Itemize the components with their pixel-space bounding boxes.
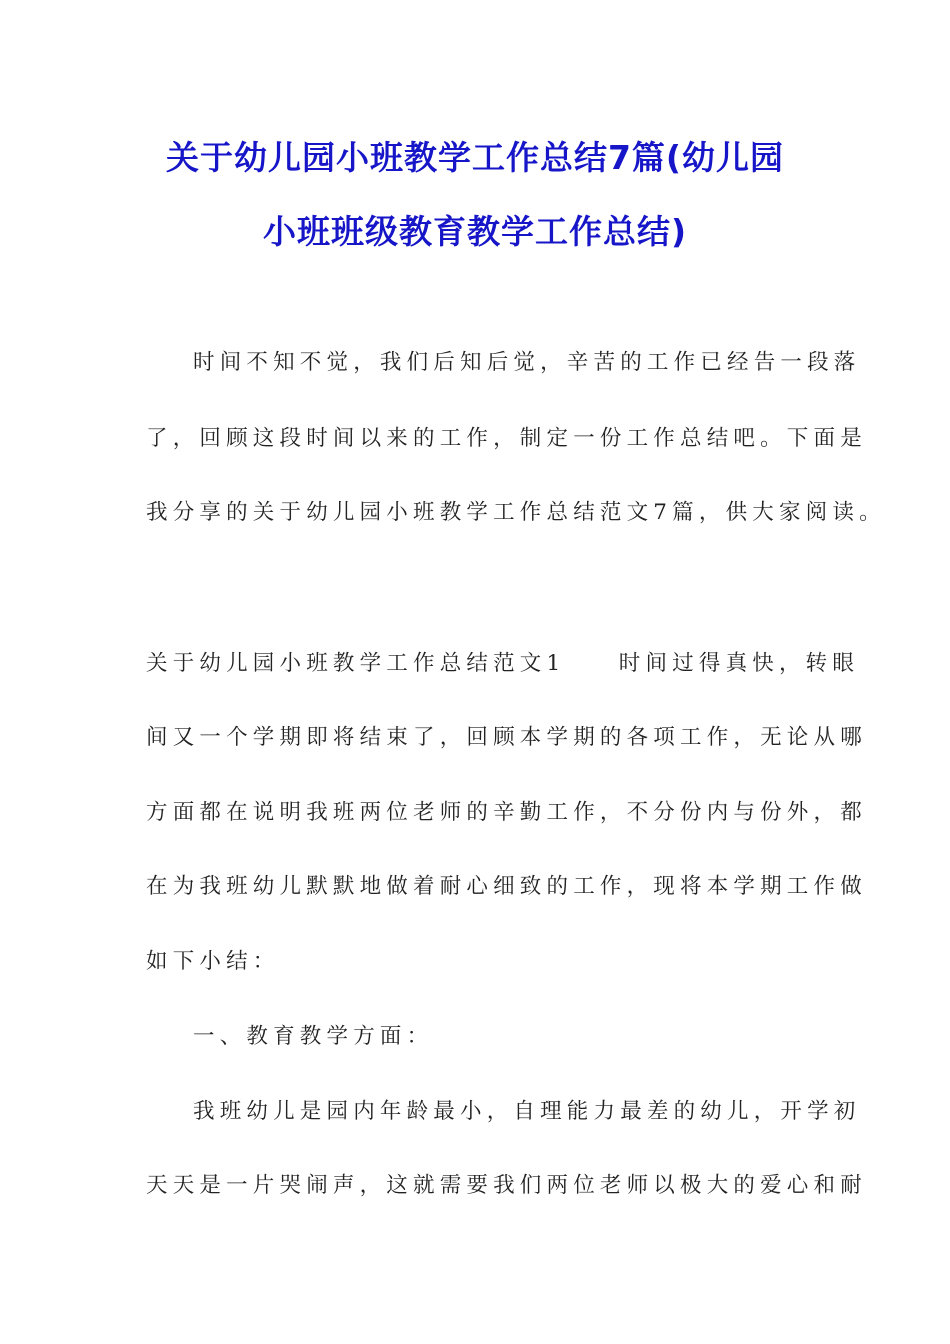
para2-line-2: 天天是一片哭闹声，这就需要我们两位老师以极大的爱心和耐 xyxy=(146,1173,867,1198)
intro-line-1: 时间不知不觉，我们后知后觉，辛苦的工作已经告一段落 xyxy=(193,350,861,375)
document-title-line-1: 关于幼儿园小班教学工作总结7篇(幼儿园 xyxy=(165,138,785,177)
section1-line-1: 关于幼儿园小班教学工作总结范文1 时间过得真快，转眼 xyxy=(146,651,860,676)
document-title-line-2: 小班班级教育教学工作总结) xyxy=(262,212,688,251)
section1-line-5: 如下小结： xyxy=(146,949,280,974)
section1-line-4: 在为我班幼儿默默地做着耐心细致的工作，现将本学期工作做 xyxy=(146,874,867,899)
intro-line-2: 了，回顾这段时间以来的工作，制定一份工作总结吧。下面是 xyxy=(146,426,867,451)
heading-education: 一、教育教学方面： xyxy=(193,1024,434,1049)
section1-line-2: 间又一个学期即将结束了，回顾本学期的各项工作，无论从哪 xyxy=(146,725,867,750)
intro-line-3: 我分享的关于幼儿园小班教学工作总结范文7篇，供大家阅读。 xyxy=(146,500,886,525)
section1-line-3: 方面都在说明我班两位老师的辛勤工作，不分份内与份外，都 xyxy=(146,800,867,825)
para2-line-1: 我班幼儿是园内年龄最小，自理能力最差的幼儿，开学初 xyxy=(193,1099,861,1124)
